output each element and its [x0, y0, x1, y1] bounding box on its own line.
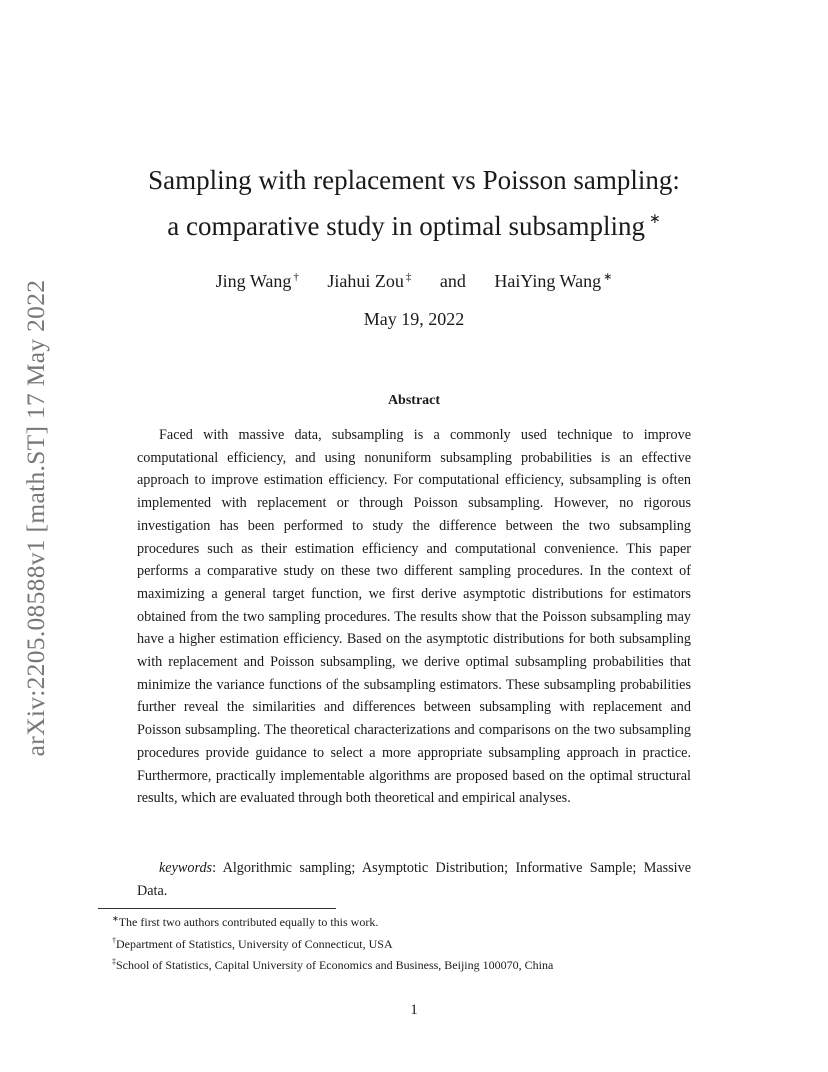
author-name: Jing Wang: [215, 271, 292, 291]
footnote-equal-contribution: [112, 910, 732, 932]
author-and: and: [439, 271, 466, 291]
footnote-divider: [98, 908, 336, 909]
footnotes: [112, 910, 732, 975]
author-affiliation-mark: ∗: [603, 271, 613, 283]
abstract-heading: Abstract: [387, 393, 441, 408]
title-line-2: [100, 200, 728, 246]
footnote-text: Department of Statistics, University of Connecticut, USA: [116, 936, 393, 951]
paper-title: [100, 160, 728, 246]
author-affiliation-mark: ‡: [405, 271, 412, 283]
author-name: HaiYing Wang: [494, 271, 602, 291]
keywords: [137, 857, 691, 902]
author-affiliation-mark: †: [293, 271, 299, 283]
title-line-2-text: a comparative study in optimal subsampling: [167, 211, 645, 241]
footnote-mark: ‡: [112, 957, 116, 966]
keywords-label: keywords: [159, 860, 213, 876]
keywords-text: : Algorithmic sampling; Asymptotic Distribution; Informative Sample; Massive Data.: [137, 860, 691, 899]
footnote-mark: ∗: [112, 914, 119, 923]
footnote-text: School of Statistics, Capital University of Economics and Business, Beijing 100070, China: [116, 958, 554, 972]
arxiv-identifier-stamp: arXiv:2205.08588v1 [math.ST] 17 May 2022: [21, 279, 50, 757]
footnote-text: The first two authors contributed equally to this work.: [118, 915, 379, 929]
title-footnote-mark: ∗: [648, 212, 661, 227]
author-name: Jiahui Zou: [327, 271, 404, 291]
footnote-affiliation-cueb: [112, 953, 732, 975]
title-line-1: Sampling with replacement vs Poisson sampling:: [148, 165, 680, 195]
footnote-mark: †: [112, 935, 116, 945]
author-jiahui-zou: [327, 263, 411, 295]
author-haiying-wang: [494, 263, 612, 295]
author-conjunction: [440, 267, 466, 295]
paper-date: May 19, 2022: [363, 309, 465, 329]
page-number: 1: [410, 1002, 418, 1018]
author-list: [100, 263, 728, 295]
author-jing-wang: [216, 263, 299, 295]
footnote-affiliation-uconn: [112, 932, 732, 954]
abstract-body: Faced with massive data, subsampling is a commonly used technique to improve computational efficiency, and using nonuniform subsampling probabilities is an effective approach to improve estimation efficiency. For computational efficiency, subsampling is often implemented with replacement or through Poisson subsampling. However, no rigorous investigation has been performed to study the difference between the two subsampling procedures such as their estimation efficiency and computational convenience. This paper performs a comparative study on these two different sampling procedures. In the context of maximizing a general target function, we first derive asymptotic distributions for estimators obtained from the two sampling procedures. The results show that the Poisson subsampling may have a higher estimation efficiency. Based on the asymptotic distributions for both subsampling with replacement and Poisson subsampling, we derive optimal subsampling probabilities that minimize the variance functions of the subsampling estimators. These subsampling probabilities further reveal the similarities and differences between subsampling with replacement and Poisson subsampling. The theoretical characterizations and comparisons on the two subsampling procedures provide guidance to select a more appropriate subsampling approach in practice. Furthermore, practically implementable algorithms are proposed based on the optimal structural results, which are evaluated through both theoretical and empirical analyses.: [137, 427, 691, 807]
